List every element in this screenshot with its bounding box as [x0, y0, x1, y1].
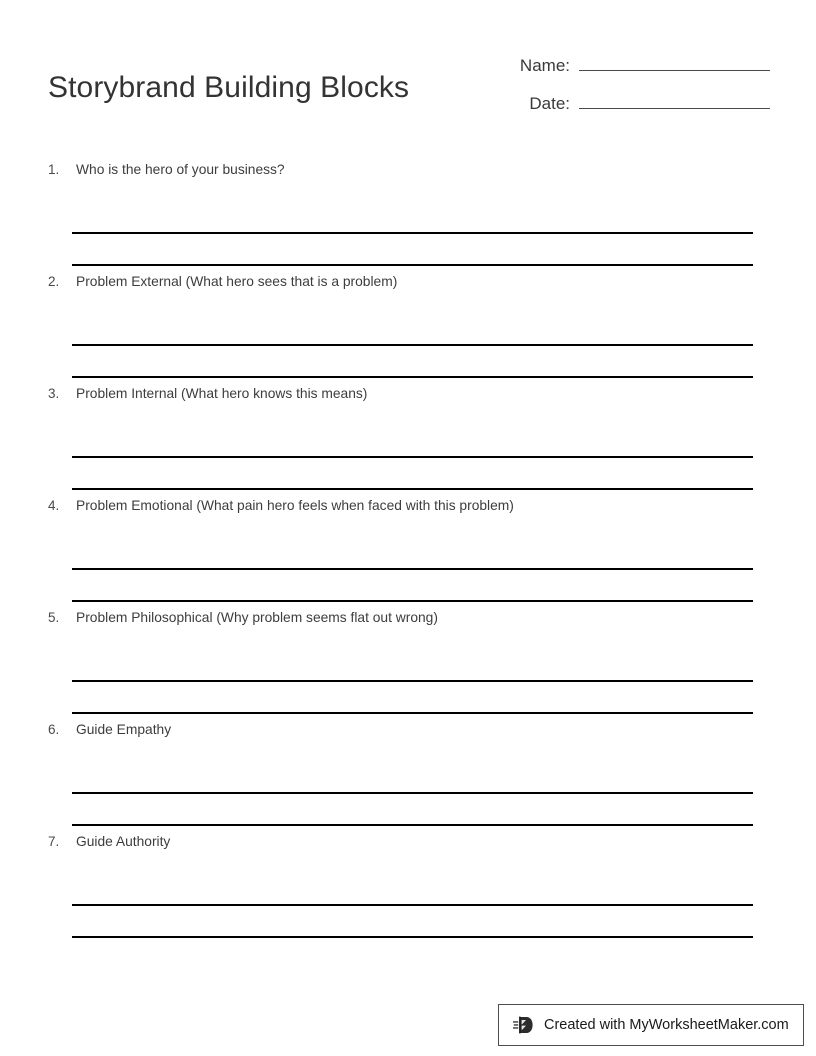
worksheet-item-header: [0, 832, 816, 852]
worksheet-item-header: [0, 160, 816, 180]
worksheet-item-header: [0, 720, 816, 740]
item-prompt-label: Guide Empathy: [76, 722, 172, 737]
student-info-fields: [498, 50, 770, 126]
worksheet-item: [0, 832, 816, 944]
answer-lines-group: [72, 314, 753, 378]
answer-line[interactable]: [72, 874, 753, 906]
name-field-input[interactable]: [579, 50, 770, 71]
answer-line[interactable]: [72, 314, 753, 346]
answer-line[interactable]: [72, 906, 753, 938]
item-number: 2.: [48, 274, 60, 289]
worksheet-item: [0, 720, 816, 832]
myworksheetmaker-logo-icon: [513, 1014, 535, 1036]
item-number: 4.: [48, 498, 60, 513]
answer-line[interactable]: [72, 570, 753, 602]
answer-lines-group: [72, 762, 753, 826]
answer-line[interactable]: [72, 682, 753, 714]
answer-line[interactable]: [72, 794, 753, 826]
worksheet-header: [0, 0, 816, 140]
answer-line[interactable]: [72, 458, 753, 490]
worksheet-item: [0, 272, 816, 384]
worksheet-item-header: [0, 608, 816, 628]
worksheet-item-header: [0, 496, 816, 516]
answer-line[interactable]: [72, 426, 753, 458]
worksheet-item: [0, 608, 816, 720]
worksheet-items-list: [0, 160, 816, 944]
date-field-row: [498, 88, 770, 126]
created-with-badge-text: Created with MyWorksheetMaker.com: [544, 1017, 789, 1033]
worksheet-item: [0, 160, 816, 272]
item-number: 5.: [48, 610, 60, 625]
name-field-row: [498, 50, 770, 88]
item-prompt-label: Problem Philosophical (Why problem seems flat out wrong): [76, 610, 438, 625]
answer-lines-group: [72, 650, 753, 714]
answer-lines-group: [72, 874, 753, 938]
worksheet-item: [0, 496, 816, 608]
answer-lines-group: [72, 202, 753, 266]
worksheet-item-header: [0, 384, 816, 404]
item-number: 6.: [48, 722, 60, 737]
date-field-input[interactable]: [579, 88, 770, 109]
date-field-label: Date:: [529, 94, 570, 113]
item-prompt-label: Problem Emotional (What pain hero feels when faced with this problem): [76, 498, 514, 513]
answer-line[interactable]: [72, 762, 753, 794]
worksheet-item-header: [0, 272, 816, 292]
item-number: 7.: [48, 834, 60, 849]
item-prompt-label: Who is the hero of your business?: [76, 162, 285, 177]
created-with-badge[interactable]: [498, 1004, 804, 1046]
answer-lines-group: [72, 538, 753, 602]
page-title: Storybrand Building Blocks: [48, 71, 410, 105]
item-prompt-label: Problem External (What hero sees that is a problem): [76, 274, 398, 289]
answer-lines-group: [72, 426, 753, 490]
worksheet-item: [0, 384, 816, 496]
answer-line[interactable]: [72, 346, 753, 378]
item-number: 1.: [48, 162, 60, 177]
answer-line[interactable]: [72, 202, 753, 234]
name-field-label: Name:: [519, 56, 570, 75]
answer-line[interactable]: [72, 538, 753, 570]
item-prompt-label: Guide Authority: [76, 834, 171, 849]
item-number: 3.: [48, 386, 60, 401]
answer-line[interactable]: [72, 650, 753, 682]
answer-line[interactable]: [72, 234, 753, 266]
item-prompt-label: Problem Internal (What hero knows this means): [76, 386, 368, 401]
